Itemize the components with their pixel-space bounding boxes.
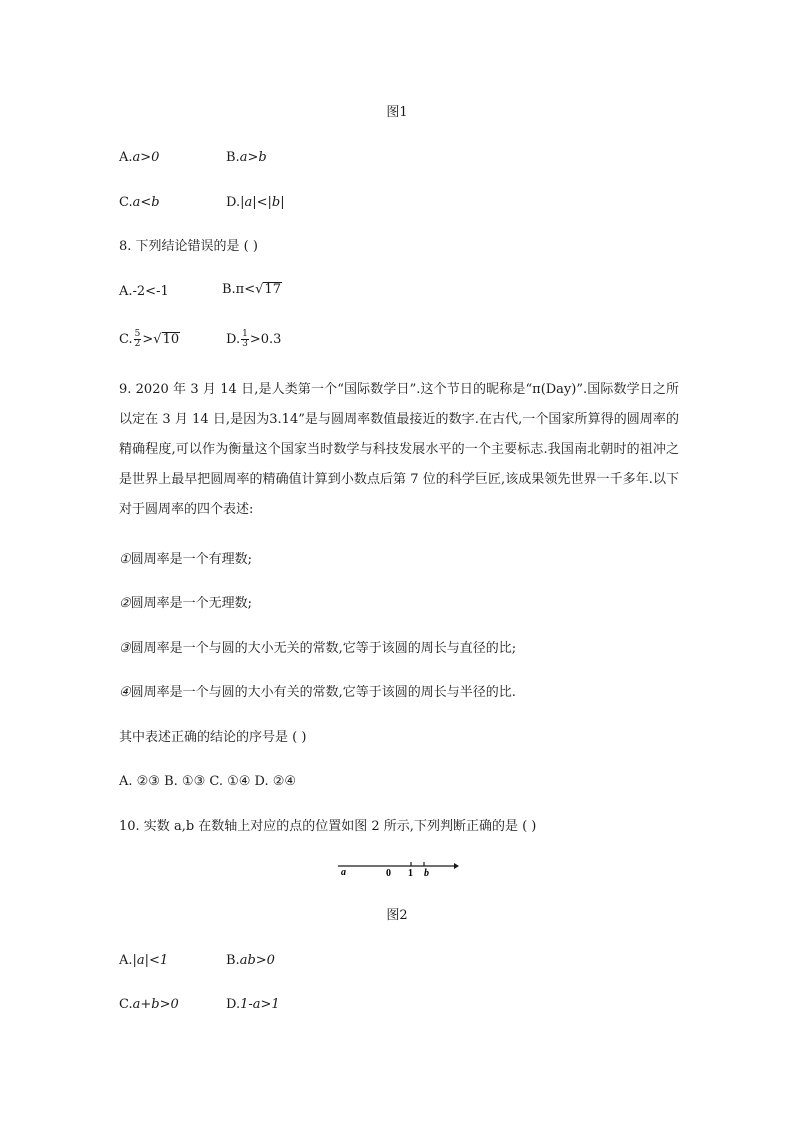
q10-option-d-text: 1-a>1	[240, 997, 280, 1012]
q10-stem: 10. 实数 a,b 在数轴上对应的点的位置如图 2 所示,下列判断正确的是 ( )	[119, 819, 537, 834]
q8-option-c-gt: >	[142, 332, 154, 347]
q9-statement-4-text: 圆周率是一个与圆的大小有关的常数,它等于该圆的周长与半径的比.	[130, 685, 516, 700]
q9-statement-1-text: 圆周率是一个有理数;	[130, 552, 253, 567]
q7-option-a-label: A.	[119, 150, 133, 165]
q9-options: A. ②③ B. ①③ C. ①④ D. ②④	[119, 774, 297, 789]
q8-option-d-numerator: 1	[242, 329, 248, 339]
q8-option-c-numerator: 5	[134, 329, 141, 339]
q9-statement-2-text: 圆周率是一个无理数;	[130, 596, 253, 611]
figure2-caption: 图2	[386, 908, 408, 923]
q10-option-a	[119, 954, 168, 967]
q9-question: 其中表述正确的结论的序号是 ( )	[119, 730, 307, 745]
q9-statement-2-mark: ②	[119, 596, 131, 611]
number-line	[336, 858, 460, 882]
figure1-caption: 图1	[386, 105, 408, 120]
q8-option-d-denominator: 3	[242, 339, 248, 349]
q10-option-c-text: a+b>0	[132, 997, 179, 1012]
q7-option-a-text: a>0	[132, 150, 160, 165]
q7-option-a	[119, 151, 159, 164]
q8-option-b	[222, 282, 282, 296]
fraction	[134, 330, 142, 349]
q8-option-c-prefix: C.	[119, 332, 133, 347]
q10-option-b	[226, 954, 275, 967]
q8-option-b-prefix: B.π<	[222, 282, 256, 297]
label-zero: 0	[386, 868, 391, 879]
q10-option-d	[226, 998, 280, 1011]
q8-option-c-radicand: 10	[162, 332, 180, 347]
q9-statement-4	[119, 686, 516, 699]
q7-option-b	[226, 151, 267, 164]
q8-option-d-prefix: D.	[226, 332, 241, 347]
q9-statement-2	[119, 597, 252, 610]
q9-statement-3-mark: ③	[119, 641, 131, 656]
q10-option-d-label: D.	[226, 997, 241, 1012]
q7-option-d	[226, 196, 285, 209]
q7-option-c-text: a<b	[132, 195, 160, 210]
q7-option-c	[119, 196, 160, 209]
number-line-figure	[336, 858, 460, 882]
q8-option-d-suffix: >0.3	[249, 332, 282, 347]
label-a: a	[341, 867, 346, 878]
q9-statement-3	[119, 642, 516, 655]
q7-option-b-label: B.	[226, 150, 240, 165]
q10-option-a-text: |a|<1	[132, 953, 169, 968]
q7-option-d-label: D.	[226, 195, 241, 210]
label-one: 1	[408, 868, 413, 879]
q8-option-b-radicand: 17	[264, 282, 281, 297]
q7-option-b-text: a>b	[239, 150, 267, 165]
arrow-right-icon	[454, 863, 459, 869]
q8-option-c-denominator: 2	[134, 339, 141, 349]
q9-stem	[119, 375, 679, 525]
q8-option-c	[119, 330, 180, 349]
q10-option-a-label: A.	[119, 953, 133, 968]
q8-option-a: A.-2<-1	[119, 284, 169, 299]
fraction	[241, 330, 249, 349]
q10-option-b-label: B.	[226, 953, 240, 968]
sqrt-symbol: √10	[153, 332, 180, 347]
label-b: b	[424, 868, 429, 879]
q7-option-c-label: C.	[119, 195, 133, 210]
q7-option-d-text: |a|<|b|	[240, 195, 285, 210]
q8-stem: 8. 下列结论错误的是 ( )	[119, 239, 258, 254]
q10-option-c	[119, 998, 179, 1011]
sqrt-symbol: √17	[255, 282, 281, 297]
q9-stem-text: 9. 2020 年 3 月 14 日,是人类第一个“国际数学日”.这个节日的昵称是“π(Day)”.国际数学日之所以定在 3 月 14 日,是因为3.14”是与圆周率数值最接近的数字.在古代,一个国家所算得的圆周率的精确程度,可以作为衡量这个国家当时数学与科技发展水平的一个主要标志.我国南北朝时的祖冲之是世界上最早把圆周率的精确值计算到小数点后第 7 位的科学巨匠,该成果领先世界一千多年.以下对于圆周率的四个表述:	[119, 382, 679, 517]
q10-option-c-label: C.	[119, 997, 133, 1012]
q9-statement-3-text: 圆周率是一个与圆的大小无关的常数,它等于该圆的周长与直径的比;	[130, 641, 517, 656]
q9-statement-1-mark: ①	[119, 552, 131, 567]
q9-statement-4-mark: ④	[119, 685, 131, 700]
q9-statement-1	[119, 553, 252, 566]
q8-option-d	[226, 330, 281, 349]
q10-option-b-text: ab>0	[239, 953, 275, 968]
